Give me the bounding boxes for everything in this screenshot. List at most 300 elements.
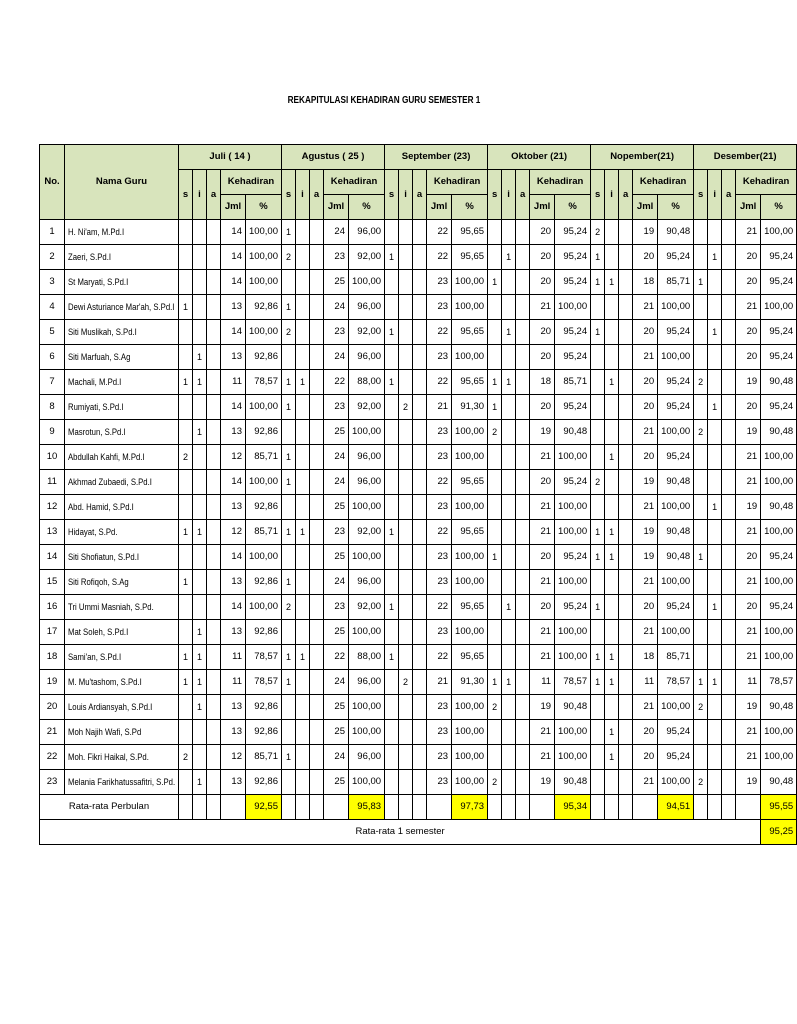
cell-jml: 24 (324, 445, 349, 470)
cell-sakit (282, 620, 296, 645)
cell-izin (502, 645, 516, 670)
header-nama-guru: Nama Guru (65, 145, 179, 220)
cell-alpa (310, 420, 324, 445)
cell-alpa (207, 445, 221, 470)
cell-izin: 1 (502, 670, 516, 695)
cell-izin: 1 (193, 520, 207, 545)
teacher-name-text: Dewi Asturiance Mar'ah, S.Pd.I (68, 301, 175, 312)
cell-jml: 24 (324, 570, 349, 595)
cell-izin (296, 420, 310, 445)
cell-alpa (516, 345, 530, 370)
cell-percent: 100,00 (555, 745, 591, 770)
row-number: 14 (40, 545, 65, 570)
cell-alpa (516, 395, 530, 420)
cell-jml: 24 (324, 745, 349, 770)
cell-izin (605, 245, 619, 270)
cell-jml: 21 (530, 570, 555, 595)
cell-izin (296, 770, 310, 795)
cell-izin (399, 470, 413, 495)
cell-jml: 19 (736, 770, 761, 795)
row-number: 21 (40, 720, 65, 745)
cell-sakit (591, 345, 605, 370)
cell-percent: 90,48 (658, 520, 694, 545)
cell-sakit (694, 320, 708, 345)
cell-jml: 13 (221, 420, 246, 445)
cell-alpa (619, 695, 633, 720)
cell-alpa (722, 370, 736, 395)
cell-izin (502, 770, 516, 795)
cell-sakit (179, 720, 193, 745)
cell-alpa (413, 245, 427, 270)
cell-izin (399, 370, 413, 395)
cell-jml: 18 (633, 270, 658, 295)
cell-sakit (385, 770, 399, 795)
cell-jml: 21 (633, 295, 658, 320)
cell-sakit: 1 (282, 395, 296, 420)
cell-sakit: 1 (385, 520, 399, 545)
cell-izin: 1 (193, 420, 207, 445)
cell-sakit (179, 245, 193, 270)
cell-jml: 20 (530, 345, 555, 370)
cell-sakit (488, 470, 502, 495)
cell-percent: 96,00 (349, 570, 385, 595)
cell-sakit: 1 (591, 670, 605, 695)
cell-percent: 92,86 (246, 345, 282, 370)
header-percent: % (555, 195, 591, 220)
cell-izin (193, 720, 207, 745)
cell-percent: 92,86 (246, 570, 282, 595)
cell-alpa (413, 370, 427, 395)
cell-izin: 1 (605, 520, 619, 545)
cell-sakit (694, 245, 708, 270)
cell-jml: 12 (221, 520, 246, 545)
header-s: s (694, 170, 708, 220)
cell-sakit: 1 (385, 245, 399, 270)
cell-izin: 1 (605, 670, 619, 695)
teacher-name (65, 645, 179, 670)
cell-percent: 100,00 (761, 445, 797, 470)
cell-izin (399, 345, 413, 370)
cell-percent: 90,48 (761, 770, 797, 795)
cell-sakit (591, 620, 605, 645)
cell-izin (399, 420, 413, 445)
table-row (40, 345, 797, 370)
cell-izin (399, 270, 413, 295)
cell-jml: 13 (221, 570, 246, 595)
cell-jml: 23 (427, 620, 452, 645)
cell-jml: 20 (530, 220, 555, 245)
cell-alpa (619, 245, 633, 270)
cell-jml: 23 (427, 570, 452, 595)
cell-percent: 100,00 (452, 720, 488, 745)
cell-sakit (591, 495, 605, 520)
row-number: 2 (40, 245, 65, 270)
header-jml: Jml (633, 195, 658, 220)
cell-izin: 1 (605, 445, 619, 470)
empty-cell (694, 795, 708, 820)
cell-jml: 21 (736, 295, 761, 320)
cell-jml: 14 (221, 545, 246, 570)
cell-alpa (413, 220, 427, 245)
cell-percent: 92,00 (349, 520, 385, 545)
empty-cell (207, 795, 221, 820)
cell-percent: 100,00 (761, 470, 797, 495)
cell-izin (296, 270, 310, 295)
cell-alpa (722, 620, 736, 645)
cell-sakit (694, 395, 708, 420)
cell-jml: 13 (221, 345, 246, 370)
cell-sakit (282, 270, 296, 295)
document-title: REKAPITULASI KEHADIRAN GURU SEMESTER 1 (287, 95, 481, 106)
cell-sakit (694, 720, 708, 745)
cell-izin: 1 (193, 770, 207, 795)
empty-cell (605, 795, 619, 820)
cell-percent: 90,48 (761, 495, 797, 520)
cell-izin (502, 570, 516, 595)
row-number: 3 (40, 270, 65, 295)
cell-jml: 20 (633, 320, 658, 345)
cell-alpa (722, 770, 736, 795)
cell-sakit (488, 745, 502, 770)
header-a: a (722, 170, 736, 220)
cell-sakit (694, 495, 708, 520)
cell-sakit: 2 (282, 320, 296, 345)
cell-izin: 1 (708, 320, 722, 345)
cell-percent: 85,71 (246, 445, 282, 470)
cell-alpa (310, 770, 324, 795)
cell-alpa (207, 370, 221, 395)
cell-jml: 18 (530, 370, 555, 395)
cell-percent: 96,00 (349, 670, 385, 695)
cell-jml: 21 (633, 570, 658, 595)
cell-sakit (179, 595, 193, 620)
cell-jml: 21 (530, 745, 555, 770)
cell-percent: 95,24 (555, 220, 591, 245)
cell-percent: 100,00 (555, 295, 591, 320)
cell-jml: 22 (427, 370, 452, 395)
cell-jml: 21 (530, 520, 555, 545)
cell-izin (193, 470, 207, 495)
teacher-name-text: H. Ni'am, M.Pd.I (68, 226, 125, 237)
cell-alpa (413, 295, 427, 320)
cell-izin (296, 395, 310, 420)
cell-percent: 100,00 (246, 245, 282, 270)
cell-alpa (722, 220, 736, 245)
cell-alpa (207, 245, 221, 270)
table-row (40, 245, 797, 270)
cell-percent: 100,00 (658, 570, 694, 595)
cell-izin (605, 770, 619, 795)
header-percent: % (658, 195, 694, 220)
cell-alpa (207, 470, 221, 495)
cell-izin: 1 (193, 370, 207, 395)
cell-sakit (282, 695, 296, 720)
cell-sakit (694, 470, 708, 495)
cell-izin (708, 420, 722, 445)
header-i: i (708, 170, 722, 220)
cell-alpa (207, 495, 221, 520)
cell-percent: 95,24 (658, 720, 694, 745)
cell-percent: 85,71 (555, 370, 591, 395)
cell-izin: 1 (605, 720, 619, 745)
table-row (40, 545, 797, 570)
header-a: a (413, 170, 427, 220)
cell-alpa (619, 545, 633, 570)
cell-jml: 22 (427, 245, 452, 270)
cell-percent: 95,24 (555, 320, 591, 345)
cell-alpa (207, 620, 221, 645)
teacher-name-text: Mat Soleh, S.Pd.I (68, 626, 129, 637)
cell-jml: 21 (530, 620, 555, 645)
cell-alpa (207, 420, 221, 445)
cell-jml: 13 (221, 720, 246, 745)
cell-percent: 100,00 (349, 770, 385, 795)
semester-average-value: 95,25 (761, 820, 797, 845)
cell-izin (193, 220, 207, 245)
cell-sakit (488, 645, 502, 670)
empty-cell (221, 795, 246, 820)
cell-jml: 14 (221, 270, 246, 295)
cell-izin (502, 395, 516, 420)
cell-percent: 100,00 (658, 345, 694, 370)
row-number: 10 (40, 445, 65, 470)
header-s: s (282, 170, 296, 220)
cell-sakit (488, 620, 502, 645)
cell-izin: 1 (605, 270, 619, 295)
cell-percent: 100,00 (452, 445, 488, 470)
cell-alpa (619, 270, 633, 295)
cell-jml: 19 (530, 770, 555, 795)
cell-percent: 95,65 (452, 470, 488, 495)
cell-izin: 1 (708, 245, 722, 270)
cell-izin: 1 (296, 370, 310, 395)
cell-izin (296, 470, 310, 495)
cell-sakit: 1 (488, 270, 502, 295)
row-number: 7 (40, 370, 65, 395)
cell-sakit (385, 545, 399, 570)
cell-sakit: 1 (179, 295, 193, 320)
empty-cell (722, 795, 736, 820)
cell-izin (605, 595, 619, 620)
cell-percent: 100,00 (761, 720, 797, 745)
cell-alpa (413, 595, 427, 620)
cell-sakit (591, 420, 605, 445)
cell-sakit (282, 495, 296, 520)
cell-izin (399, 770, 413, 795)
cell-izin: 1 (708, 595, 722, 620)
teacher-name (65, 720, 179, 745)
cell-percent: 100,00 (761, 745, 797, 770)
teacher-name-text: Rumiyati, S.Pd.I (68, 401, 124, 412)
cell-alpa (207, 395, 221, 420)
cell-percent: 92,86 (246, 695, 282, 720)
cell-sakit: 1 (282, 370, 296, 395)
cell-alpa (207, 220, 221, 245)
cell-percent: 90,48 (761, 420, 797, 445)
cell-percent: 100,00 (349, 270, 385, 295)
empty-cell (502, 795, 516, 820)
cell-alpa (310, 370, 324, 395)
cell-izin: 1 (708, 670, 722, 695)
cell-percent: 95,24 (555, 545, 591, 570)
cell-izin (296, 320, 310, 345)
cell-sakit: 1 (385, 645, 399, 670)
cell-jml: 19 (633, 520, 658, 545)
cell-alpa (310, 545, 324, 570)
cell-sakit (488, 595, 502, 620)
cell-izin: 1 (193, 645, 207, 670)
cell-sakit: 1 (282, 645, 296, 670)
cell-percent: 100,00 (246, 270, 282, 295)
cell-percent: 100,00 (658, 695, 694, 720)
cell-jml: 21 (633, 620, 658, 645)
cell-percent: 100,00 (658, 620, 694, 645)
cell-sakit: 2 (282, 595, 296, 620)
cell-alpa (619, 370, 633, 395)
cell-percent: 95,24 (555, 245, 591, 270)
cell-jml: 19 (736, 495, 761, 520)
header-i: i (296, 170, 310, 220)
header-i: i (193, 170, 207, 220)
monthly-average-value: 95,55 (761, 795, 797, 820)
cell-jml: 25 (324, 545, 349, 570)
cell-sakit: 2 (694, 770, 708, 795)
cell-sakit (488, 345, 502, 370)
empty-cell (427, 795, 452, 820)
empty-cell (708, 795, 722, 820)
cell-jml: 19 (736, 695, 761, 720)
empty-cell (619, 795, 633, 820)
cell-alpa (310, 470, 324, 495)
cell-izin (502, 445, 516, 470)
header-kehadiran: Kehadiran (324, 170, 385, 195)
row-number: 8 (40, 395, 65, 420)
empty-cell (282, 795, 296, 820)
cell-jml: 22 (324, 370, 349, 395)
cell-izin (708, 545, 722, 570)
header-kehadiran: Kehadiran (427, 170, 488, 195)
teacher-name-text: Machali, M.Pd.I (68, 376, 122, 387)
cell-percent: 92,00 (349, 395, 385, 420)
cell-sakit (179, 320, 193, 345)
cell-percent: 95,24 (555, 345, 591, 370)
cell-sakit (694, 570, 708, 595)
cell-percent: 85,71 (658, 270, 694, 295)
table-row (40, 370, 797, 395)
cell-jml: 23 (427, 695, 452, 720)
cell-izin (708, 745, 722, 770)
header-a: a (516, 170, 530, 220)
cell-alpa (619, 445, 633, 470)
attendance-table (39, 144, 797, 845)
cell-percent: 95,65 (452, 645, 488, 670)
cell-izin (708, 445, 722, 470)
table-row (40, 495, 797, 520)
monthly-average-value: 97,73 (452, 795, 488, 820)
cell-percent: 91,30 (452, 670, 488, 695)
cell-alpa (619, 320, 633, 345)
cell-alpa (516, 720, 530, 745)
cell-jml: 11 (736, 670, 761, 695)
cell-jml: 22 (324, 645, 349, 670)
cell-izin (296, 570, 310, 595)
cell-sakit (385, 295, 399, 320)
cell-sakit (385, 495, 399, 520)
cell-alpa (516, 220, 530, 245)
teacher-name-text: Tri Ummi Masniah, S.Pd. (68, 601, 154, 612)
cell-alpa (310, 220, 324, 245)
cell-alpa (722, 320, 736, 345)
cell-percent: 95,24 (658, 595, 694, 620)
cell-alpa (310, 445, 324, 470)
cell-alpa (413, 620, 427, 645)
cell-percent: 95,24 (658, 320, 694, 345)
cell-jml: 13 (221, 620, 246, 645)
cell-sakit: 1 (179, 645, 193, 670)
cell-alpa (516, 495, 530, 520)
table-row (40, 645, 797, 670)
cell-jml: 21 (633, 495, 658, 520)
cell-jml: 14 (221, 320, 246, 345)
cell-izin (502, 220, 516, 245)
header-i: i (502, 170, 516, 220)
cell-sakit: 1 (488, 670, 502, 695)
cell-alpa (413, 570, 427, 595)
cell-jml: 12 (221, 745, 246, 770)
cell-jml: 23 (324, 520, 349, 545)
cell-sakit: 1 (591, 270, 605, 295)
cell-jml: 25 (324, 495, 349, 520)
cell-alpa (516, 595, 530, 620)
cell-alpa (207, 720, 221, 745)
cell-sakit: 1 (282, 520, 296, 545)
cell-alpa (310, 745, 324, 770)
cell-sakit: 1 (591, 320, 605, 345)
empty-cell (413, 795, 427, 820)
cell-alpa (619, 770, 633, 795)
cell-alpa (619, 495, 633, 520)
cell-sakit (694, 645, 708, 670)
cell-jml: 20 (736, 245, 761, 270)
row-number: 22 (40, 745, 65, 770)
teacher-name (65, 770, 179, 795)
cell-jml: 21 (530, 495, 555, 520)
header-jml: Jml (427, 195, 452, 220)
cell-jml: 20 (633, 370, 658, 395)
cell-jml: 20 (633, 245, 658, 270)
cell-alpa (516, 670, 530, 695)
header-percent: % (246, 195, 282, 220)
cell-percent: 95,24 (658, 370, 694, 395)
header-percent: % (349, 195, 385, 220)
cell-sakit: 1 (385, 370, 399, 395)
cell-alpa (619, 645, 633, 670)
cell-alpa (722, 245, 736, 270)
cell-sakit: 1 (694, 545, 708, 570)
header-i: i (399, 170, 413, 220)
cell-percent: 95,24 (555, 395, 591, 420)
cell-alpa (413, 720, 427, 745)
cell-jml: 21 (736, 220, 761, 245)
table-row (40, 445, 797, 470)
cell-izin (399, 520, 413, 545)
cell-alpa (516, 770, 530, 795)
cell-jml: 21 (633, 770, 658, 795)
header-jml: Jml (736, 195, 761, 220)
cell-percent: 100,00 (349, 545, 385, 570)
cell-sakit (385, 445, 399, 470)
cell-percent: 96,00 (349, 745, 385, 770)
